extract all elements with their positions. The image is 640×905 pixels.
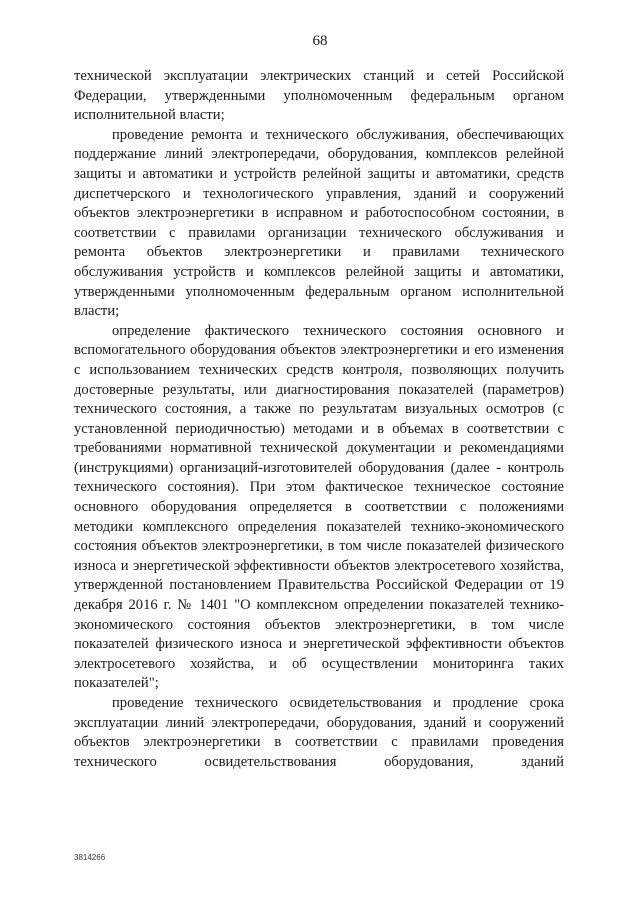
paragraph-continuation: технической эксплуатации электрических станций и сетей Российской Федерации, утвержденными уполномоченным федеральным органом исполнительной власти;	[74, 68, 564, 124]
paragraph-repair-maintenance: проведение ремонта и технического обслуживания, обеспечивающих поддержание линий электропередачи, оборудования, комплексов релейной защиты и автоматики и устройств релейной защиты и автоматики, средств диспетчерского и технологического управления, зданий и сооружений объектов электроэнергетики в исправном и работоспособном состоянии, в соответствии с правилами организации технического обслуживания и ремонта объектов электроэнергетики и правилами технического обслуживания устройств и комплексов релейной защиты и автоматики, утвержденными уполномоченным федеральным органом исполнительной власти;	[74, 126, 564, 320]
document-code: 3814266	[74, 853, 106, 862]
paragraph-technical-condition: определение фактического технического состояния основного и вспомогательного оборудования объектов электроэнергетики и его изменения с использованием технических средств контроля, позволяющих получить достоверные результаты, или диагностирования показателей (параметров) технического состояния, а также по результатам визуальных осмотров (с установленной периодичностью) методами и в объемах в соответствии с требованиями нормативной технической документации и рекомендациями (инструкциями) организаций-изготовителей оборудования (далее - контроль технического состояния). При этом фактическое техническое состояние основного оборудования определяется в соответствии с положениями методики комплексного определения показателей технико-экономического состояния объектов электроэнергетики, в том числе показателей физического износа и энергетической эффективности объектов электросетевого хозяйства, утвержденной постановлением Правительства Российской Федерации от 19 декабря 2016 г. № 1401 "О комплексном определении показателей технико-экономического состояния объектов электроэнергетики, в том числе показателей физического износа и энергетической эффективности объектов электросетевого хозяйства, и об осуществлении мониторинга таких показателей";	[74, 322, 564, 692]
document-body	[74, 67, 564, 772]
page-number: 68	[312, 33, 328, 49]
paragraph-technical-examination: проведение технического освидетельствования и продление срока эксплуатации линий электропередачи, оборудования, зданий и сооружений объектов электроэнергетики в соответствии с правилами проведения технического освидетельствования оборудования, зданий	[74, 695, 564, 770]
